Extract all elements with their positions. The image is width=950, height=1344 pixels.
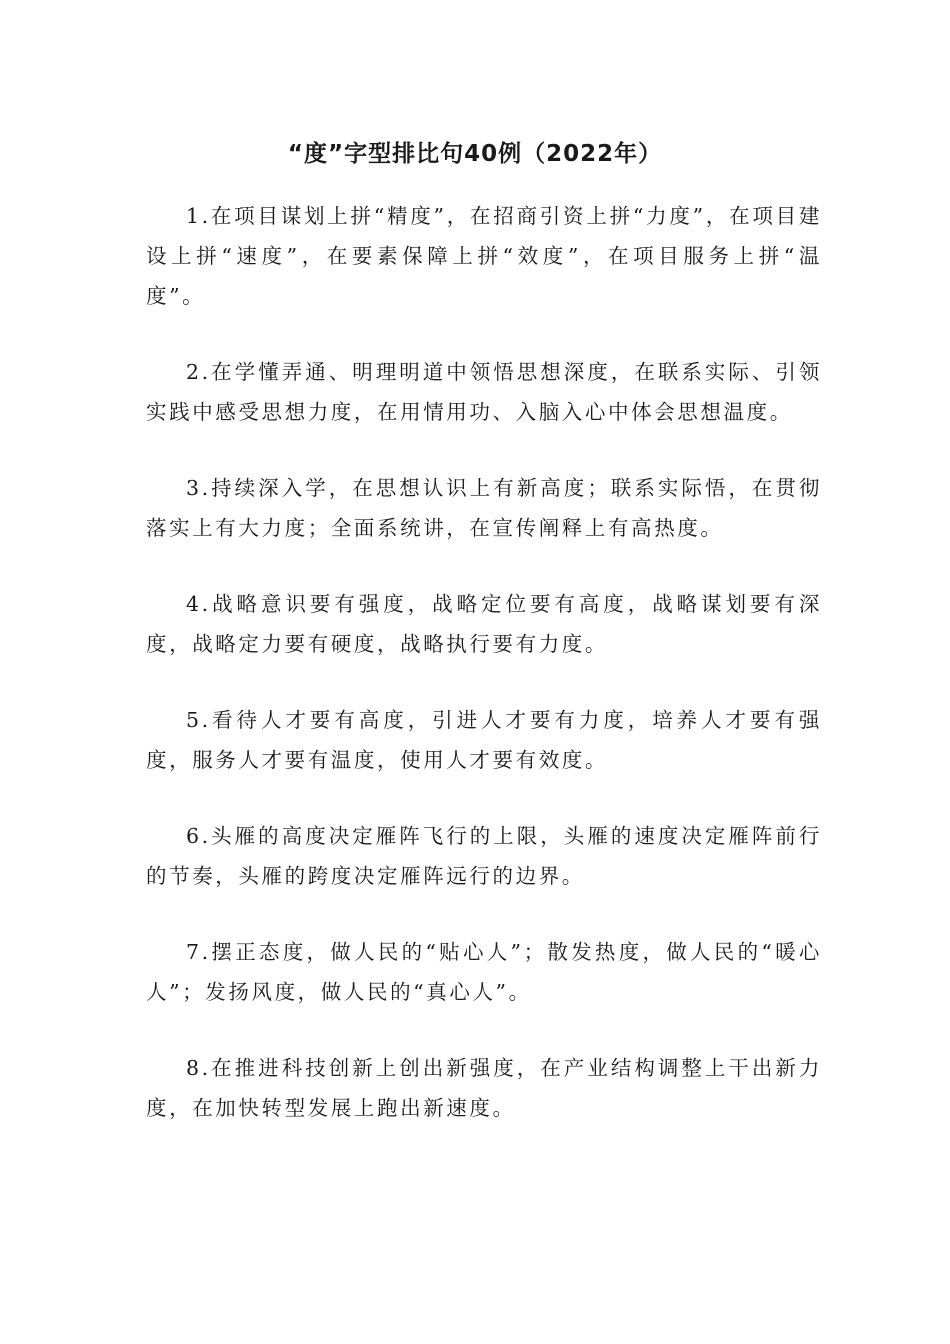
paragraph-3: 3.持续深入学，在思想认识上有新高度；联系实际悟，在贯彻落实上有大力度；全面系统讲，在宣传阐释上有高热度。 (146, 476, 822, 540)
paragraph-8: 8.在推进科技创新上创出新强度，在产业结构调整上干出新力度，在加快转型发展上跑出新速度。 (146, 1056, 822, 1120)
document-title: “度”字型排比句40例（2022年） (287, 141, 663, 167)
paragraph-7: 7.摆正态度，做人民的“贴心人”；散发热度，做人民的“暖心人”；发扬风度，做人民的“真心人”。 (146, 940, 822, 1004)
document-body (146, 196, 822, 1164)
paragraph-6: 6.头雁的高度决定雁阵飞行的上限，头雁的速度决定雁阵前行的节奏，头雁的跨度决定雁阵远行的边界。 (146, 824, 822, 888)
paragraph-2: 2.在学懂弄通、明理明道中领悟思想深度，在联系实际、引领实践中感受思想力度，在用情用功、入脑入心中体会思想温度。 (146, 360, 822, 424)
paragraph-5: 5.看待人才要有高度，引进人才要有力度，培养人才要有强度，服务人才要有温度，使用人才要有效度。 (146, 708, 822, 772)
paragraph-4: 4.战略意识要有强度，战略定位要有高度，战略谋划要有深度，战略定力要有硬度，战略执行要有力度。 (146, 592, 822, 656)
paragraph-1: 1.在项目谋划上拼“精度”，在招商引资上拼“力度”，在项目建设上拼“速度”，在要素保障上拼“效度”，在项目服务上拼“温度”。 (146, 204, 822, 308)
